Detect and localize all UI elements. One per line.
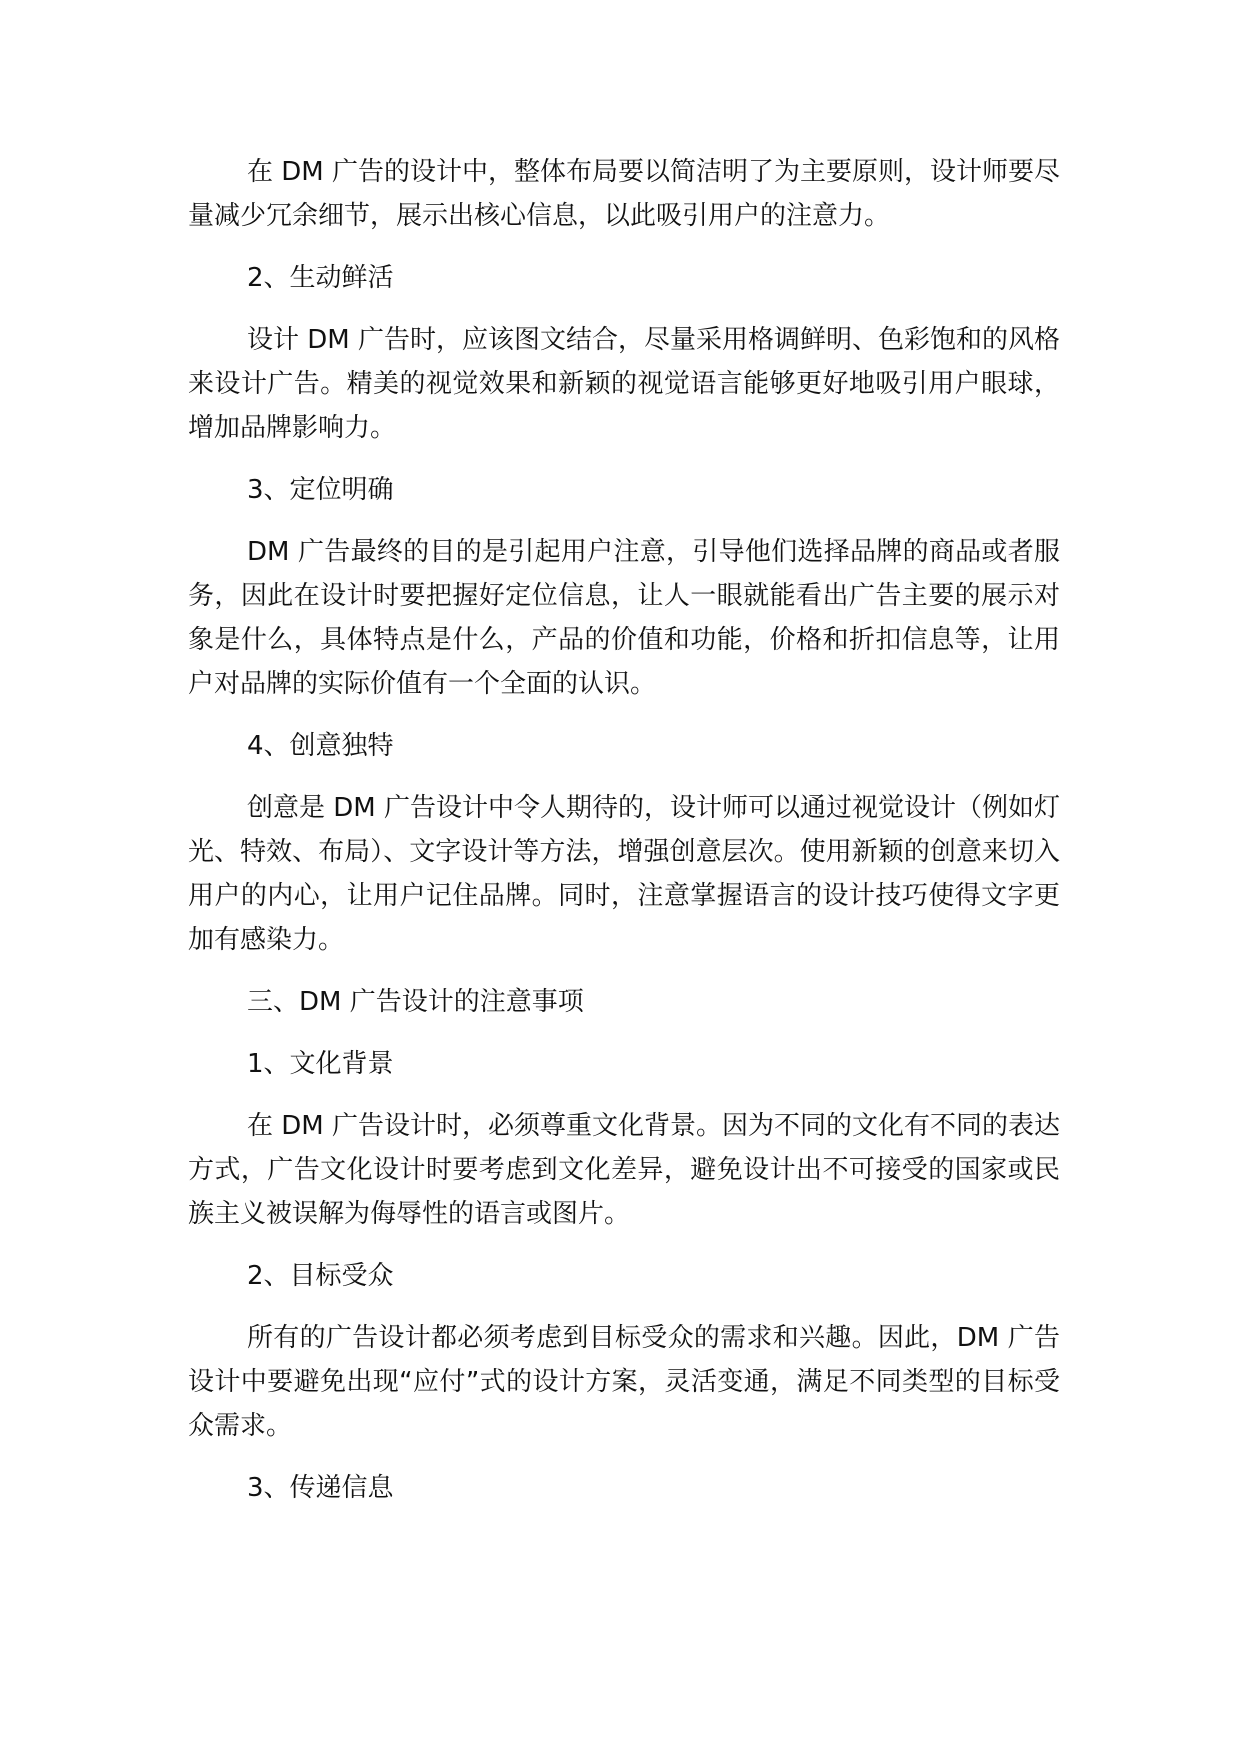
- heading-message: 3、传递信息: [247, 1473, 394, 1503]
- heading-vivid: 2、生动鲜活: [247, 263, 394, 293]
- heading-positioning: 3、定位明确: [247, 475, 394, 505]
- paragraph-vivid: 设计 DM 广告时，应该图文结合，尽量采用格调鲜明、色彩饱和的风格来设计广告。精美的视觉效果和新颖的视觉语言能够更好地吸引用户眼球，增加品牌影响力。: [188, 325, 1060, 443]
- paragraph-audience: 所有的广告设计都必须考虑到目标受众的需求和兴趣。因此，DM 广告设计中要避免出现“应付”式的设计方案，灵活变通，满足不同类型的目标受众需求。: [188, 1323, 1060, 1441]
- paragraph-layout-principle: 在 DM 广告的设计中，整体布局要以简洁明了为主要原则，设计师要尽量减少冗余细节，展示出核心信息，以此吸引用户的注意力。: [188, 157, 1060, 231]
- paragraph-creativity: 创意是 DM 广告设计中令人期待的，设计师可以通过视觉设计（例如灯光、特效、布局）、文字设计等方法，增强创意层次。使用新颖的创意来切入用户的内心，让用户记住品牌。同时，注意掌握语言的设计技巧使得文字更加有感染力。: [188, 793, 1060, 955]
- heading-culture: 1、文化背景: [247, 1049, 394, 1079]
- paragraph-culture: 在 DM 广告设计时，必须尊重文化背景。因为不同的文化有不同的表达方式，广告文化设计时要考虑到文化差异，避免设计出不可接受的国家或民族主义被误解为侮辱性的语言或图片。: [188, 1111, 1060, 1229]
- paragraph-positioning: DM 广告最终的目的是引起用户注意，引导他们选择品牌的商品或者服务，因此在设计时要把握好定位信息，让人一眼就能看出广告主要的展示对象是什么，具体特点是什么，产品的价值和功能，价格和折扣信息等，让用户对品牌的实际价值有一个全面的认识。: [188, 537, 1060, 699]
- section-heading-notes: 三、DM 广告设计的注意事项: [247, 987, 584, 1017]
- document-body: [188, 150, 1060, 1528]
- heading-audience: 2、目标受众: [247, 1261, 394, 1291]
- heading-creativity: 4、创意独特: [247, 731, 394, 761]
